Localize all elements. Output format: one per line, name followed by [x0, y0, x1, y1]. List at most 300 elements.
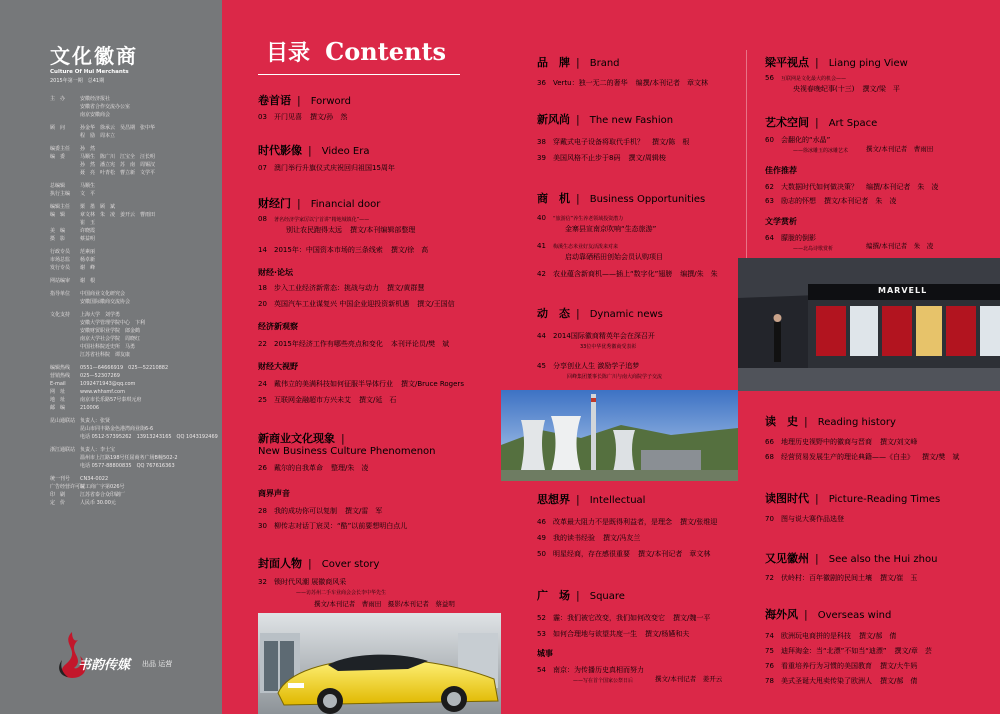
publisher-role: 出品 运营 [142, 660, 173, 668]
credit-value: 1092471943@qq.com [80, 381, 136, 387]
toc-entry[interactable] [537, 613, 710, 623]
entry-author: 撰文/本刊记者 章文林 [638, 550, 711, 558]
entry-title: 美式圣诞大甩卖传染了欧洲人 [781, 677, 872, 685]
toc-entry[interactable] [765, 514, 844, 524]
toc-entry[interactable] [765, 676, 917, 686]
section-overseas: 海外风 | Overseas wind [765, 608, 892, 621]
credit-value: 南京安徽商会 [80, 112, 111, 118]
credit-line [50, 124, 220, 132]
sidebar [0, 0, 222, 714]
toc-entry[interactable] [537, 213, 623, 224]
credit-line [50, 169, 220, 177]
entry-author: 编撰/本刊记者 朱 凌 [866, 242, 934, 250]
credit-key: 广告经营许可证 [50, 484, 86, 490]
toc-entry-title[interactable]: 金寨县宣南京吹响“生态旅游” [565, 225, 657, 233]
exhibition-photo [738, 258, 1000, 391]
page-number: 28 [258, 507, 267, 515]
credit-line [50, 491, 220, 499]
credit-line [50, 211, 220, 219]
entry-title: 步入工业经济新常态：挑战与动力 [274, 284, 379, 292]
toc-entry[interactable] [258, 521, 407, 531]
toc-entry[interactable] [537, 629, 689, 639]
page-number: 24 [258, 380, 267, 388]
entry-subtitle: 互联网是文化最大的机会—— [781, 76, 847, 82]
credit-line [50, 433, 220, 441]
toc-entry[interactable] [765, 646, 932, 656]
toc-entry[interactable] [537, 153, 666, 163]
entry-author: 整理/朱 凌 [331, 464, 369, 472]
entry-author: 撰文/王国信 [417, 300, 455, 308]
credit-key: E-mail [50, 381, 66, 387]
section-cn: 品 牌 [537, 56, 570, 69]
section-en: Dynamic news [589, 309, 663, 320]
page-number: 50 [537, 550, 546, 558]
credit-key: 统一刊号 [50, 476, 71, 482]
entry-author: 撰文/周辑梭 [628, 154, 666, 162]
toc-entry[interactable] [765, 661, 917, 671]
issue-number: 2015年第一期 总41期 [50, 78, 105, 84]
entry-title: 锁时代风潮 展徽商风采 [274, 578, 347, 586]
entry-title: 明星经商，存在感很重要 [553, 550, 630, 558]
toc-entry[interactable] [258, 379, 464, 389]
credit-value: 中国商业文化研究会 [80, 291, 126, 297]
entry-title: 经营贸易发展生产的理论典籍——《白圭》 [781, 453, 914, 461]
entry-author: 编撰/本刊记者 朱 凌 [866, 183, 939, 191]
entry-title: 朦胧的倒影 [781, 234, 816, 242]
section-en: Cover story [321, 559, 380, 570]
page-number: 45 [537, 362, 546, 370]
toc-entry[interactable] [537, 665, 644, 675]
publisher-name: 书韵传媒 [78, 658, 131, 673]
toc-entry[interactable] [537, 533, 640, 543]
page-number: 75 [765, 647, 774, 655]
credit-line [50, 256, 220, 264]
page-number: 53 [537, 630, 546, 638]
page-number: 44 [537, 332, 546, 340]
entry-author: 撰文/本刊记者 姜开云 [655, 675, 723, 683]
entry-author: 编撰/本刊记者 章文林 [635, 79, 708, 87]
column-divider [746, 50, 747, 290]
toc-entry[interactable] [765, 452, 959, 462]
toc-entry[interactable] [258, 339, 449, 349]
page-number: 68 [765, 453, 774, 461]
credit-line [50, 417, 220, 425]
toc-entry[interactable] [765, 573, 917, 583]
credit-value: 温州市上江路198号任屈商务广场B幢502-2 [80, 455, 178, 461]
page-number: 07 [258, 164, 267, 172]
page-number: 49 [537, 534, 546, 542]
credit-key: 编 辑 [50, 212, 66, 218]
toc-entry[interactable] [258, 299, 455, 309]
section-cn: 读 史 [765, 415, 798, 428]
credit-line [50, 182, 220, 190]
section-business-opportunities: 商 机 | Business Opportunities [537, 192, 706, 205]
credit-line [50, 335, 220, 343]
credit-value: www.whhsmf.com [80, 389, 125, 395]
entry-author: 本刊评论员/樊 斌 [390, 340, 450, 348]
credit-value: 栗 墨 顾 斌 [80, 204, 116, 210]
credit-key: 地 址 [50, 397, 66, 403]
toc-entry[interactable] [258, 163, 395, 173]
credit-line [50, 264, 220, 272]
section-cn: 思想界 [537, 493, 570, 506]
entry-author: 撰文/冯友兰 [603, 534, 641, 542]
toc-entry[interactable] [537, 331, 655, 341]
credit-value: 负责人：李士宝 [80, 447, 116, 453]
section-cn: 新风尚 [537, 113, 570, 126]
section-en: Picture-Reading Times [828, 494, 941, 505]
credit-key: 邮 编 [50, 405, 66, 411]
credit-value: 蔡益明 [80, 236, 96, 242]
entry-subtitle: 著名经济学家厉以宁首讲“精地城镇化”—— [274, 217, 370, 223]
credit-value: 南京大学社会学院 周晓红 [80, 336, 141, 342]
entry-title: 别让农民跑得太远 [286, 226, 342, 234]
entry-title: 大数据时代如何做决策？ [781, 183, 858, 191]
entry-author: 撰文/徐 高 [390, 246, 429, 254]
credit-key: 发行专员 [50, 265, 71, 271]
subhead-economy-observe: 经济新观察 [258, 322, 298, 331]
credit-value: 025—52307269 [80, 373, 120, 379]
section-cn: 广 场 [537, 589, 570, 602]
credit-key: 网站编审 [50, 278, 71, 284]
entry-author: 撰文/张维迎 [680, 518, 718, 526]
credit-value: 安徽大学管理学院中心 卞利 [80, 320, 146, 326]
credit-key: 网 址 [50, 389, 66, 395]
credit-value: 210006 [80, 405, 100, 411]
logo-cn: 文化徽商 [50, 44, 138, 68]
entry-title: 分享创业人生 激励学子追梦 [553, 362, 640, 370]
section-en: Square [589, 591, 625, 602]
page-number: 38 [537, 138, 546, 146]
toc-entry[interactable] [765, 631, 896, 641]
section-en: New Business Culture Phenomenon [258, 446, 436, 457]
entry-title: 澳门举行升旗仪式庆祝回归祖国15周年 [274, 164, 395, 172]
page-number: 78 [765, 677, 774, 685]
exhibition-illustration [738, 258, 1000, 391]
credit-line [50, 499, 220, 507]
credit-line [50, 483, 220, 491]
credit-line [50, 425, 220, 433]
page-number: 70 [765, 515, 774, 523]
credit-line [50, 203, 220, 211]
contents-title [266, 36, 446, 67]
section-cn: 梁平视点 [765, 56, 809, 69]
toc-entry[interactable] [765, 182, 938, 192]
toc-entry-title[interactable]: 启动靠硒稻田创始会员认购项目 [565, 253, 663, 261]
entry-subtitle: “旅游信”养生养老领域投资潜力 [553, 216, 624, 222]
entry-title: 看重培养行为习惯的美国教育 [781, 662, 872, 670]
section-en: Video Era [321, 146, 370, 157]
section-en: The new Fashion [589, 115, 674, 126]
logo-en: Culture Of Hui Merchants [50, 69, 129, 75]
toc-entry[interactable] [258, 463, 368, 473]
section-intellectual: 思想界 | Intellectual [537, 493, 646, 506]
toc-entry[interactable] [258, 577, 346, 587]
section-cn: 新商业文化现象 [258, 432, 335, 445]
entry-author: 撰文/本刊记者 曹雨田 摄影/本刊记者 蔡益明 [314, 600, 455, 608]
credit-key: 昆山通联站 [50, 418, 76, 424]
section-cn: 艺术空间 [765, 116, 809, 129]
subhead-city-affairs: 城事 [537, 649, 553, 658]
section-cn: 卷首语 [258, 94, 291, 107]
credit-line [50, 311, 220, 319]
entry-subtitle: ——访苏州二手车业商会会长李中华先生 [296, 590, 387, 596]
credit-line [50, 153, 220, 161]
subhead-literature: 文学赏析 [765, 217, 797, 226]
section-title-row: 新商业文化现象 | [258, 432, 345, 445]
credit-line [50, 343, 220, 351]
entry-subtitle: ——北岛诗歌赏析 [793, 246, 834, 252]
entry-author: 撰文/刘文峰 [880, 438, 918, 446]
section-en: Brand [589, 58, 620, 69]
page-number: 30 [258, 522, 267, 530]
toc-entry[interactable] [258, 112, 347, 122]
entry-author: 撰文/延 石 [359, 396, 397, 404]
section-cn: 封面人物 [258, 557, 302, 570]
credit-key: 指导单位 [50, 291, 71, 297]
credit-line [50, 388, 220, 396]
credit-key: 执行主编 [50, 191, 71, 197]
credit-line [50, 111, 220, 119]
exhibition-sign: MARVELL [878, 286, 928, 295]
toc-entry[interactable] [537, 361, 639, 371]
credit-line [50, 298, 220, 306]
section-forword: 卷首语 | Forword [258, 94, 351, 107]
entry-title: 励志的怀想 [781, 197, 816, 205]
credit-value: 人民币 30.00元 [80, 500, 116, 506]
title-rule [258, 74, 460, 75]
toc-entry[interactable] [765, 196, 896, 206]
credit-value: 皖工商广字第026号 [80, 484, 125, 490]
credit-line [50, 248, 220, 256]
section-en: Overseas wind [817, 610, 892, 621]
page-number: 14 [258, 246, 267, 254]
credit-value: 电话 0512-57395262 13913243165 QQ 1043192469 [80, 434, 218, 440]
credit-value: 负责人：张贤 [80, 418, 111, 424]
toc-entry[interactable] [258, 283, 424, 293]
entry-author: 撰文/本刊记者 曹雨田 [866, 145, 934, 153]
entry-author: 撰文/孙 然 [310, 113, 348, 121]
toc-entry[interactable] [537, 137, 689, 147]
section-en: Art Space [828, 118, 878, 129]
entry-title: 我的成功你可以复制 [274, 507, 337, 515]
page-number: 62 [765, 183, 774, 191]
toc-entry[interactable] [537, 269, 718, 279]
page-number: 32 [258, 578, 267, 586]
entry-title: 互联网金融超市方兴未艾 [274, 396, 351, 404]
entry-title: 2015年经济工作有哪些亮点和变化 [274, 340, 383, 348]
section-en: Financial door [310, 199, 381, 210]
credit-line [50, 161, 220, 169]
toc-entry[interactable] [258, 245, 428, 255]
toc-entry[interactable] [258, 395, 396, 405]
toc-entry[interactable] [765, 233, 816, 243]
credit-line [50, 145, 220, 153]
section-picture-reading: 读图时代 | Picture-Reading Times [765, 492, 941, 505]
credit-key: 浙江通联站 [50, 447, 76, 453]
entry-title: 英国汽车工业谋复兴 中国企业迎投资新机遇 [274, 300, 410, 308]
credit-value: 安徽经济报社 [80, 96, 111, 102]
entry-subtitle: 回峰集团董事长陈广川与南大商院学子交流 [567, 374, 663, 380]
credit-key: 市场总监 [50, 257, 71, 263]
credit-value: 孙 然 潘立宪 苏 南 周锡汉 [80, 162, 156, 168]
credit-value: 孙金华 徐承云 吴昌期 张中华 [80, 125, 156, 131]
entry-author: 撰文/杨嬿和夫 [645, 630, 690, 638]
credit-line [50, 290, 220, 298]
credit-key: 编辑热线 [50, 365, 71, 371]
credit-key: 编辑主任 [50, 204, 71, 210]
entry-author: 撰文/本刊编辑部整理 [350, 226, 416, 234]
entry-title: 美国风格不止步于8码 [553, 154, 621, 162]
credit-line [50, 454, 220, 462]
credit-value: 安徽财贸职业学院 郎金鹤 [80, 328, 141, 334]
entry-title: 改革最大阻力不是既得利益者，是理念 [553, 518, 672, 526]
credit-line [50, 319, 220, 327]
section-cn: 财经门 [258, 197, 291, 210]
credit-value: 安徽国际徽商交流协会 [80, 299, 131, 305]
entry-subtitle: 梅溪生态米业好友活泼来对来 [553, 244, 619, 250]
entry-subtitle: ——徐冰雕玉的冰雕艺术 [793, 148, 849, 154]
toc-entry[interactable] [537, 78, 708, 88]
toc-entry-title[interactable] [793, 84, 900, 94]
toc-entry[interactable] [765, 437, 917, 447]
credit-line [50, 404, 220, 412]
page-number: 25 [258, 396, 267, 404]
page-number: 72 [765, 574, 774, 582]
subhead-business-voice: 商界声音 [258, 489, 290, 498]
entry-author: 撰文/黄群慧 [387, 284, 425, 292]
credit-line [50, 475, 220, 483]
credit-value: 江苏省社科院 谭友康 [80, 352, 131, 358]
entry-title: 地理历史视野中的徽商与晋商 [781, 438, 872, 446]
entry-title: 2014国际徽商精英年会在深召开 [553, 332, 655, 340]
entry-title: 我的读书经验 [553, 534, 595, 542]
credit-key: 定 价 [50, 500, 66, 506]
credit-line [50, 364, 220, 372]
car-illustration [258, 613, 501, 714]
entry-author: 撰文/本刊记者 朱 凌 [824, 197, 897, 205]
credit-value: 章文林 朱 凌 姜开云 曹雨田 [80, 212, 156, 218]
credit-value: 安徽省合作交流办公室 [80, 104, 131, 110]
toc-entry[interactable] [765, 73, 846, 84]
credit-value: 聂 亮 叶青松 曹立新 文学平 [80, 170, 156, 176]
credit-key: 编委主任 [50, 146, 71, 152]
subhead-recommended: 佳作推荐 [765, 166, 797, 175]
credit-line [50, 103, 220, 111]
section-liangping-view: 梁平视点 | Liang ping View [765, 56, 908, 69]
credit-value: 电话 0577-88800835 QQ 767616363 [80, 463, 175, 469]
credit-value: 范素丽 [80, 249, 96, 255]
entry-title: Vertu：独一无二的奢华 [553, 79, 628, 87]
toc-entry[interactable] [537, 549, 710, 559]
credit-value: 南京市长乐路57号泰琪元府 [80, 397, 142, 403]
credit-line [50, 351, 220, 359]
toc-entry[interactable] [537, 241, 618, 252]
credit-line [50, 235, 220, 243]
credit-line [50, 277, 220, 285]
credit-value: 0551—64666919 025—52210882 [80, 365, 169, 371]
credit-value: 许晓霞 [80, 228, 96, 234]
page-number: 64 [765, 234, 774, 242]
subhead-finance-vision: 财经大视野 [258, 362, 298, 371]
credit-value: 谢 根 [80, 278, 96, 284]
credit-line [50, 227, 220, 235]
page-number: 08 [258, 215, 267, 223]
credit-line [50, 380, 220, 388]
section-reading-history: 读 史 | Reading history [765, 415, 896, 428]
publisher-logo [52, 630, 182, 680]
page-number: 39 [537, 154, 546, 162]
page-number: 63 [765, 197, 774, 205]
section-square: 广 场 | Square [537, 589, 625, 602]
toc-entry[interactable] [258, 214, 369, 225]
entry-title: 戴尔的自我革命 [274, 464, 323, 472]
subhead-finance-forum: 财经·论坛 [258, 268, 294, 277]
toc-entry[interactable] [765, 135, 830, 145]
credit-key: 文化支持 [50, 312, 71, 318]
page-number: 18 [258, 284, 267, 292]
credit-value: 马顺生 [80, 183, 96, 189]
section-en: Reading history [817, 417, 896, 428]
cover-car-photo [258, 613, 501, 714]
section-dynamic-news: 动 态 | Dynamic news [537, 307, 663, 320]
page-number: 54 [537, 666, 546, 674]
section-cn: 又见徽州 [765, 552, 809, 565]
entry-title: 开门见喜 [274, 113, 302, 121]
page-number: 22 [258, 340, 267, 348]
section-cn: 海外风 [765, 608, 798, 621]
entry-title: 会翻化的“水晶” [781, 136, 831, 144]
credit-line [50, 462, 220, 470]
credit-value: 崔 玉 [80, 220, 96, 226]
credit-line [50, 327, 220, 335]
toc-entry[interactable] [258, 506, 382, 516]
section-cn: 时代影像 [258, 144, 302, 157]
section-new-business-culture [258, 430, 436, 457]
credit-value: 孙 然 [80, 146, 96, 152]
section-financial-door: 财经门 | Financial door [258, 197, 381, 210]
entry-title: 如何合理地与欲望共度一生 [553, 630, 637, 638]
credit-value: 马顺生 陈广川 江宝全 汪长明 [80, 154, 156, 160]
section-en: Intellectual [589, 495, 646, 506]
credit-key: 美 编 [50, 228, 66, 234]
entry-title: 图与说大赛作品选登 [781, 515, 844, 523]
toc-entry[interactable] [537, 517, 717, 527]
entry-title: 南京：为传播历史真相而努力 [553, 666, 644, 674]
credit-key: 营销热线 [50, 373, 71, 379]
credit-key: 印 刷 [50, 492, 66, 498]
page-number: 41 [537, 242, 546, 250]
credit-value: 昆山市同丰路金色港湾商业街6-6 [80, 426, 154, 432]
section-cn: 动 态 [537, 307, 570, 320]
page-number: 26 [258, 464, 267, 472]
entry-author: 撰文/崔 玉 [880, 574, 918, 582]
entry-title: 柳传志对话丁宸灵：“酷”以前要想明白点儿 [274, 522, 408, 530]
credit-key: 摄 影 [50, 236, 66, 242]
entry-title: 2015年：中国资本市场的三条线索 [274, 246, 383, 254]
entry-title: 迪拜淘金：当“北漂”不如当“迪漂” [781, 647, 887, 655]
entry-author: 撰文/大牛妈 [880, 662, 918, 670]
credit-key: 行政专员 [50, 249, 71, 255]
toc-entry-title[interactable] [286, 225, 415, 235]
entry-author: 撰文/陈 根 [652, 138, 690, 146]
credit-line [50, 396, 220, 404]
page-number: 60 [765, 136, 774, 144]
section-huizhou: 又见徽州 | See also the Hui zhou [765, 552, 938, 565]
section-video-era: 时代影像 | Video Era [258, 144, 370, 157]
credit-key: 编 委 [50, 154, 66, 160]
entry-subtitle: ——写在首个国家公祭日后 [573, 678, 634, 684]
